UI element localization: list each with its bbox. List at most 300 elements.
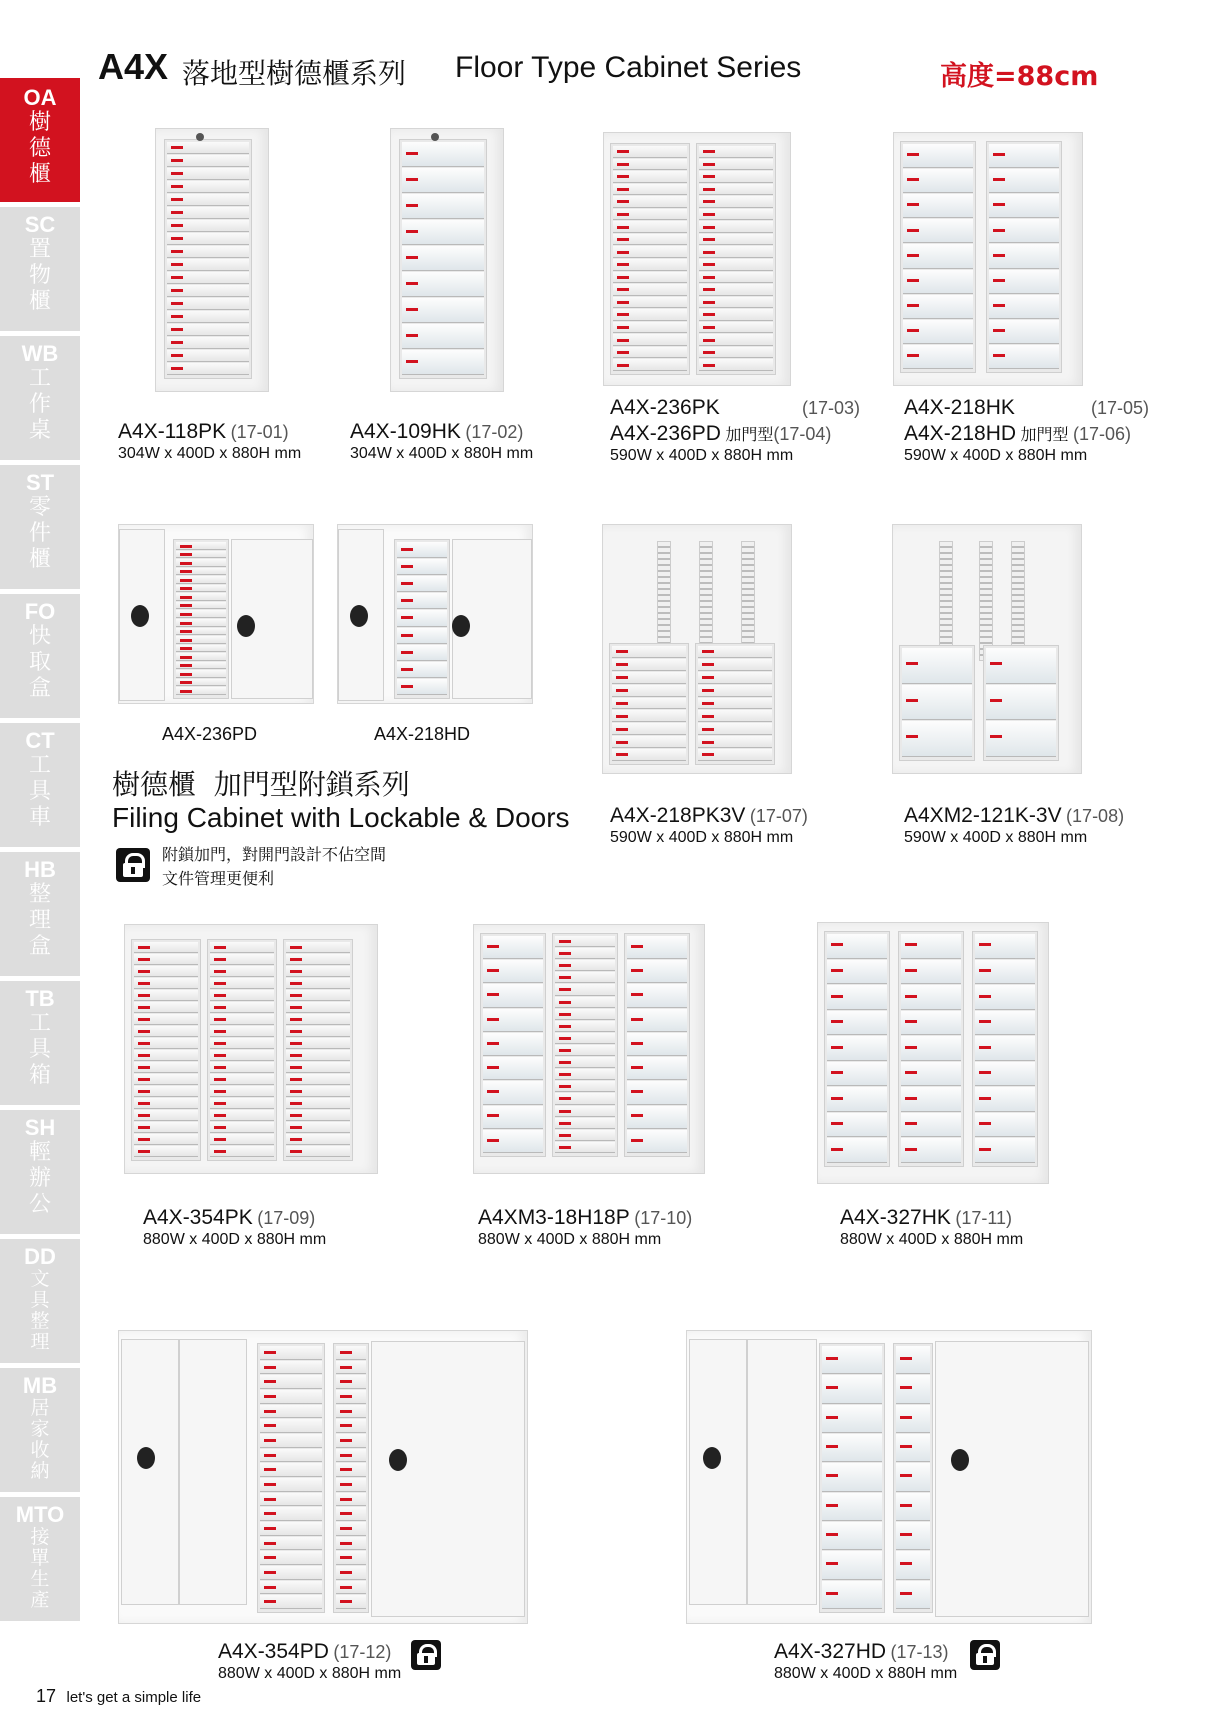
drawer [176, 585, 226, 593]
drawer [896, 1346, 930, 1374]
drawer [134, 1062, 198, 1073]
sidebar-tab-label: 輕辦公 [28, 1140, 51, 1217]
drawer [134, 1110, 198, 1121]
drawer [210, 966, 274, 977]
drawer [896, 1434, 930, 1462]
drawer [555, 1093, 615, 1104]
drawer [989, 169, 1059, 193]
drawer-column [399, 139, 487, 379]
drawer [613, 246, 687, 258]
sidebar-tab-sh[interactable] [0, 1110, 80, 1236]
drawer [286, 1086, 350, 1097]
drawer [167, 194, 249, 206]
drawer-column [824, 931, 890, 1167]
drawer [336, 1566, 366, 1580]
drawer [397, 559, 447, 575]
drawer [555, 1057, 615, 1068]
open-door-left [689, 1339, 747, 1605]
drawer [210, 954, 274, 965]
drawer [286, 1026, 350, 1037]
page-title-zh: 落地型樹德櫃系列 [182, 57, 407, 90]
door-lock-knob [389, 1449, 407, 1471]
drawer [698, 659, 772, 671]
drawer [167, 142, 249, 154]
drawer [822, 1346, 882, 1374]
drawer [210, 1086, 274, 1097]
drawer [896, 1551, 930, 1579]
drawer [989, 320, 1059, 344]
drawer [555, 1106, 615, 1117]
drawer-column [257, 1343, 325, 1613]
drawer [896, 1493, 930, 1521]
drawer [397, 610, 447, 626]
drawer [555, 1069, 615, 1080]
drawer [483, 936, 543, 959]
drawer [986, 721, 1056, 757]
drawer [134, 954, 198, 965]
drawer [167, 272, 249, 284]
drawer [555, 984, 615, 995]
drawer [613, 209, 687, 221]
drawer [903, 295, 973, 319]
caption-a4x-236pk-pd: A4X-236PK (17-03) A4X-236PD 加門型(17-04) 590W x 400D x 880H mm [610, 396, 860, 464]
drawer [210, 942, 274, 953]
drawer [402, 246, 484, 271]
drawer [167, 220, 249, 232]
drawer [975, 1087, 1035, 1112]
drawer [286, 942, 350, 953]
drawer [613, 272, 687, 284]
drawer [336, 1361, 366, 1375]
drawer [167, 298, 249, 310]
section-description: 文件管理更便利 [162, 869, 275, 888]
drawer [902, 721, 972, 757]
drawer [134, 1050, 198, 1061]
drawer [989, 270, 1059, 294]
drawer [210, 1110, 274, 1121]
product-image-a4xm3-18h18p [473, 924, 705, 1174]
drawer [896, 1581, 930, 1609]
drawer-column [610, 143, 690, 375]
door-lock-knob [350, 605, 368, 627]
drawer [822, 1551, 882, 1579]
drawer [260, 1419, 322, 1433]
drawer-column [893, 1343, 933, 1613]
lock-icon [431, 133, 439, 141]
door-lock-knob [951, 1449, 969, 1471]
shelf-divider [979, 541, 993, 661]
drawer [260, 1434, 322, 1448]
drawer [286, 1134, 350, 1145]
drawer [613, 322, 687, 334]
product-image-a4x-218hd [337, 524, 533, 704]
drawer [397, 576, 447, 592]
drawer [260, 1566, 322, 1580]
series-code: A4X [98, 46, 169, 87]
drawer-column [900, 141, 976, 373]
drawer [627, 984, 687, 1007]
sidebar-tab-label: 工具車 [28, 753, 51, 830]
drawer [167, 233, 249, 245]
drawer [627, 936, 687, 959]
drawer [901, 1011, 961, 1036]
drawer [210, 1014, 274, 1025]
drawer [555, 936, 615, 947]
drawer [901, 1036, 961, 1061]
drawer [260, 1537, 322, 1551]
drawer [286, 1038, 350, 1049]
footer-tagline: let's get a simple life [66, 1689, 202, 1706]
drawer [336, 1405, 366, 1419]
drawer [210, 1002, 274, 1013]
drawer [134, 990, 198, 1001]
drawer [903, 144, 973, 168]
sidebar-tab-code: WB [21, 341, 59, 366]
drawer [260, 1361, 322, 1375]
caption-a4x-218hk-hd: A4X-218HK (17-05) A4X-218HD 加門型 (17-06) 590W x 400D x 880H mm [904, 396, 1149, 464]
drawer [612, 749, 686, 761]
drawer [336, 1595, 366, 1609]
sidebar-tab-label: 工作桌 [28, 366, 51, 443]
drawer [613, 234, 687, 246]
drawer [986, 685, 1056, 721]
shelf-divider [1011, 541, 1025, 661]
drawer [901, 1062, 961, 1087]
drawer [286, 1014, 350, 1025]
sidebar-tab-code: FO [24, 599, 56, 624]
drawer [698, 672, 772, 684]
sidebar-tab-mb[interactable] [0, 1368, 80, 1494]
drawer [134, 1122, 198, 1133]
drawer [699, 322, 773, 334]
drawer [134, 1134, 198, 1145]
drawer [260, 1390, 322, 1404]
door-lock-knob [237, 615, 255, 637]
drawer [134, 1074, 198, 1085]
drawer [896, 1463, 930, 1491]
drawer [134, 1002, 198, 1013]
drawer [260, 1478, 322, 1492]
drawer [613, 171, 687, 183]
drawer [613, 184, 687, 196]
drawer [822, 1493, 882, 1521]
drawer [176, 602, 226, 610]
door-lock-knob [703, 1447, 721, 1469]
drawer [613, 159, 687, 171]
drawer [402, 272, 484, 297]
drawer [336, 1493, 366, 1507]
drawer [210, 1062, 274, 1073]
drawer [612, 685, 686, 697]
drawer [336, 1390, 366, 1404]
drawer [827, 1036, 887, 1061]
door-lock-knob [137, 1447, 155, 1469]
drawer [483, 1081, 543, 1104]
drawer [989, 144, 1059, 168]
drawer [612, 736, 686, 748]
sidebar-tab-code: DD [24, 1244, 56, 1269]
drawer [555, 1009, 615, 1020]
drawer [176, 628, 226, 636]
drawer [176, 559, 226, 567]
drawer [167, 181, 249, 193]
drawer [699, 309, 773, 321]
drawer [975, 1036, 1035, 1061]
drawer [975, 985, 1035, 1010]
drawer [483, 1009, 543, 1032]
sidebar-tab-st[interactable] [0, 465, 80, 591]
drawer-column [207, 939, 277, 1161]
drawer-column [480, 933, 546, 1157]
drawer-column [624, 933, 690, 1157]
height-note: 高度=88cm [940, 61, 1099, 92]
drawer [699, 234, 773, 246]
section-title-zh: 樹德櫃 加門型附鎖系列 [112, 768, 410, 801]
drawer [134, 942, 198, 953]
drawer-column [173, 539, 229, 699]
drawer [698, 723, 772, 735]
sidebar-tab-code: SC [24, 212, 56, 237]
drawer [167, 350, 249, 362]
drawer [903, 320, 973, 344]
drawer [975, 1138, 1035, 1163]
drawer-column [283, 939, 353, 1161]
drawer [134, 1146, 198, 1157]
drawer-column [696, 143, 776, 375]
drawer [827, 1011, 887, 1036]
drawer [989, 219, 1059, 243]
closed-door-right [371, 1341, 525, 1617]
drawer [260, 1463, 322, 1477]
drawer [397, 628, 447, 644]
drawer [822, 1463, 882, 1491]
drawer [167, 363, 249, 375]
sidebar-tab-code: HB [24, 857, 56, 882]
drawer [699, 347, 773, 359]
product-image-a4x-236pk [603, 132, 791, 386]
sidebar-tab-label: 接單生產 [30, 1526, 50, 1611]
drawer [210, 1050, 274, 1061]
drawer [555, 948, 615, 959]
page-number: 17 [36, 1686, 57, 1706]
drawer [975, 1062, 1035, 1087]
drawer [167, 311, 249, 323]
sidebar-tab-hb[interactable] [0, 852, 80, 978]
drawer [822, 1434, 882, 1462]
drawer [286, 1146, 350, 1157]
drawer [336, 1449, 366, 1463]
drawer [176, 619, 226, 627]
drawer [286, 978, 350, 989]
drawer [483, 1057, 543, 1080]
drawer [699, 146, 773, 158]
drawer [699, 297, 773, 309]
sidebar-tab-label: 快取盒 [28, 624, 51, 701]
drawer [613, 221, 687, 233]
sidebar-tab-mto[interactable] [0, 1497, 80, 1623]
sidebar-tab-label: 文具整理 [30, 1268, 50, 1353]
drawer [210, 1026, 274, 1037]
caption-a4x-109hk: A4X-109HK (17-02) 304W x 400D x 880H mm [350, 420, 534, 462]
drawer [699, 284, 773, 296]
drawer [402, 168, 484, 193]
drawer [260, 1595, 322, 1609]
sidebar-tab-label: 零件櫃 [28, 495, 51, 572]
drawer-column [899, 645, 975, 761]
section-description: 附鎖加門，對開門設計不佔空間 [162, 845, 387, 864]
drawer [699, 196, 773, 208]
drawer [612, 672, 686, 684]
drawer [698, 646, 772, 658]
drawer [167, 246, 249, 258]
product-image-a4x-327hd [686, 1330, 1092, 1624]
sidebar-tab-code: SH [24, 1115, 56, 1140]
drawer [627, 1057, 687, 1080]
padlock-icon [970, 1640, 1000, 1670]
drawer [822, 1522, 882, 1550]
drawer [822, 1375, 882, 1403]
sidebar-tab-sc[interactable] [0, 207, 80, 333]
sidebar-tab-tb[interactable] [0, 981, 80, 1107]
drawer [402, 350, 484, 375]
drawer [176, 551, 226, 559]
drawer [989, 345, 1059, 369]
drawer [336, 1463, 366, 1477]
drawer [210, 1122, 274, 1133]
drawer [555, 960, 615, 971]
drawer [176, 687, 226, 695]
drawer-column [131, 939, 201, 1161]
drawer [286, 954, 350, 965]
drawer [612, 710, 686, 722]
sidebar-tab-oa[interactable] [0, 78, 80, 204]
caption-a4x-354pd: A4X-354PD (17-12) 880W x 400D x 880H mm [218, 1640, 402, 1682]
drawer [555, 1021, 615, 1032]
drawer-column [394, 539, 450, 699]
door-label-a4x-218hd: A4X-218HD [374, 724, 471, 744]
drawer [699, 209, 773, 221]
drawer [260, 1449, 322, 1463]
drawer [336, 1522, 366, 1536]
drawer [613, 196, 687, 208]
product-image-a4x-236pd [118, 524, 314, 704]
drawer [134, 1098, 198, 1109]
drawer [260, 1522, 322, 1536]
drawer [627, 960, 687, 983]
sidebar-tab-wb[interactable] [0, 336, 80, 462]
drawer [483, 960, 543, 983]
door-label-a4x-236pd: A4X-236PD [162, 724, 258, 744]
drawer-column [333, 1343, 369, 1613]
drawer [975, 1011, 1035, 1036]
page-title-en: Floor Type Cabinet Series [455, 51, 802, 84]
sidebar-tab-label: 置物櫃 [28, 237, 51, 314]
sidebar-tab-dd[interactable] [0, 1239, 80, 1365]
product-image-a4x-354pk [124, 924, 378, 1174]
drawer [975, 934, 1035, 959]
sidebar-tab-code: CT [25, 728, 55, 753]
drawer [627, 1033, 687, 1056]
drawer [336, 1478, 366, 1492]
drawer-column [609, 643, 689, 765]
product-image-a4x-218hk [893, 132, 1083, 386]
open-door-left [121, 1339, 179, 1605]
drawer [902, 648, 972, 684]
drawer [627, 1081, 687, 1104]
drawer [210, 978, 274, 989]
drawer [555, 997, 615, 1008]
drawer [167, 337, 249, 349]
page-footer [36, 1686, 201, 1707]
caption-a4x-218pk3v: A4X-218PK3V (17-07) 590W x 400D x 880H mm [610, 804, 808, 846]
sidebar-tab-code: MB [22, 1373, 58, 1398]
drawer-column [552, 933, 618, 1157]
drawer [167, 155, 249, 167]
caption-a4x-354pk: A4X-354PK (17-09) 880W x 400D x 880H mm [143, 1206, 327, 1248]
section-title-en: Filing Cabinet with Lockable & Doors [112, 802, 570, 833]
drawer [975, 960, 1035, 985]
product-image-a4xm2-121k-3v [892, 524, 1082, 774]
drawer [901, 934, 961, 959]
drawer [176, 568, 226, 576]
lock-icon [196, 133, 204, 141]
drawer [286, 1050, 350, 1061]
drawer [827, 960, 887, 985]
drawer [483, 1033, 543, 1056]
drawer [698, 749, 772, 761]
drawer [901, 1087, 961, 1112]
drawer [336, 1551, 366, 1565]
drawer [286, 966, 350, 977]
drawer [827, 1062, 887, 1087]
drawer [699, 159, 773, 171]
drawer [176, 653, 226, 661]
drawer [613, 259, 687, 271]
drawer [903, 345, 973, 369]
drawer [896, 1405, 930, 1433]
sidebar-tab-fo[interactable] [0, 594, 80, 720]
closed-door-right [935, 1341, 1089, 1617]
drawer [612, 698, 686, 710]
drawer [402, 324, 484, 349]
drawer [176, 662, 226, 670]
drawer [699, 272, 773, 284]
drawer [555, 1045, 615, 1056]
caption-a4x-327hk: A4X-327HK (17-11) 880W x 400D x 880H mm [840, 1206, 1024, 1248]
drawer [613, 146, 687, 158]
drawer [903, 169, 973, 193]
drawer [336, 1581, 366, 1595]
drawer [483, 1106, 543, 1129]
drawer [903, 219, 973, 243]
drawer [260, 1581, 322, 1595]
drawer [483, 984, 543, 1007]
drawer [176, 593, 226, 601]
open-door-left [179, 1339, 247, 1605]
drawer [167, 259, 249, 271]
drawer [627, 1009, 687, 1032]
drawer [134, 1038, 198, 1049]
drawer [402, 194, 484, 219]
drawer [286, 1002, 350, 1013]
drawer [336, 1346, 366, 1360]
drawer [397, 542, 447, 558]
drawer [613, 284, 687, 296]
sidebar-tab-ct[interactable] [0, 723, 80, 849]
drawer [989, 295, 1059, 319]
drawer [134, 1086, 198, 1097]
drawer [699, 334, 773, 346]
